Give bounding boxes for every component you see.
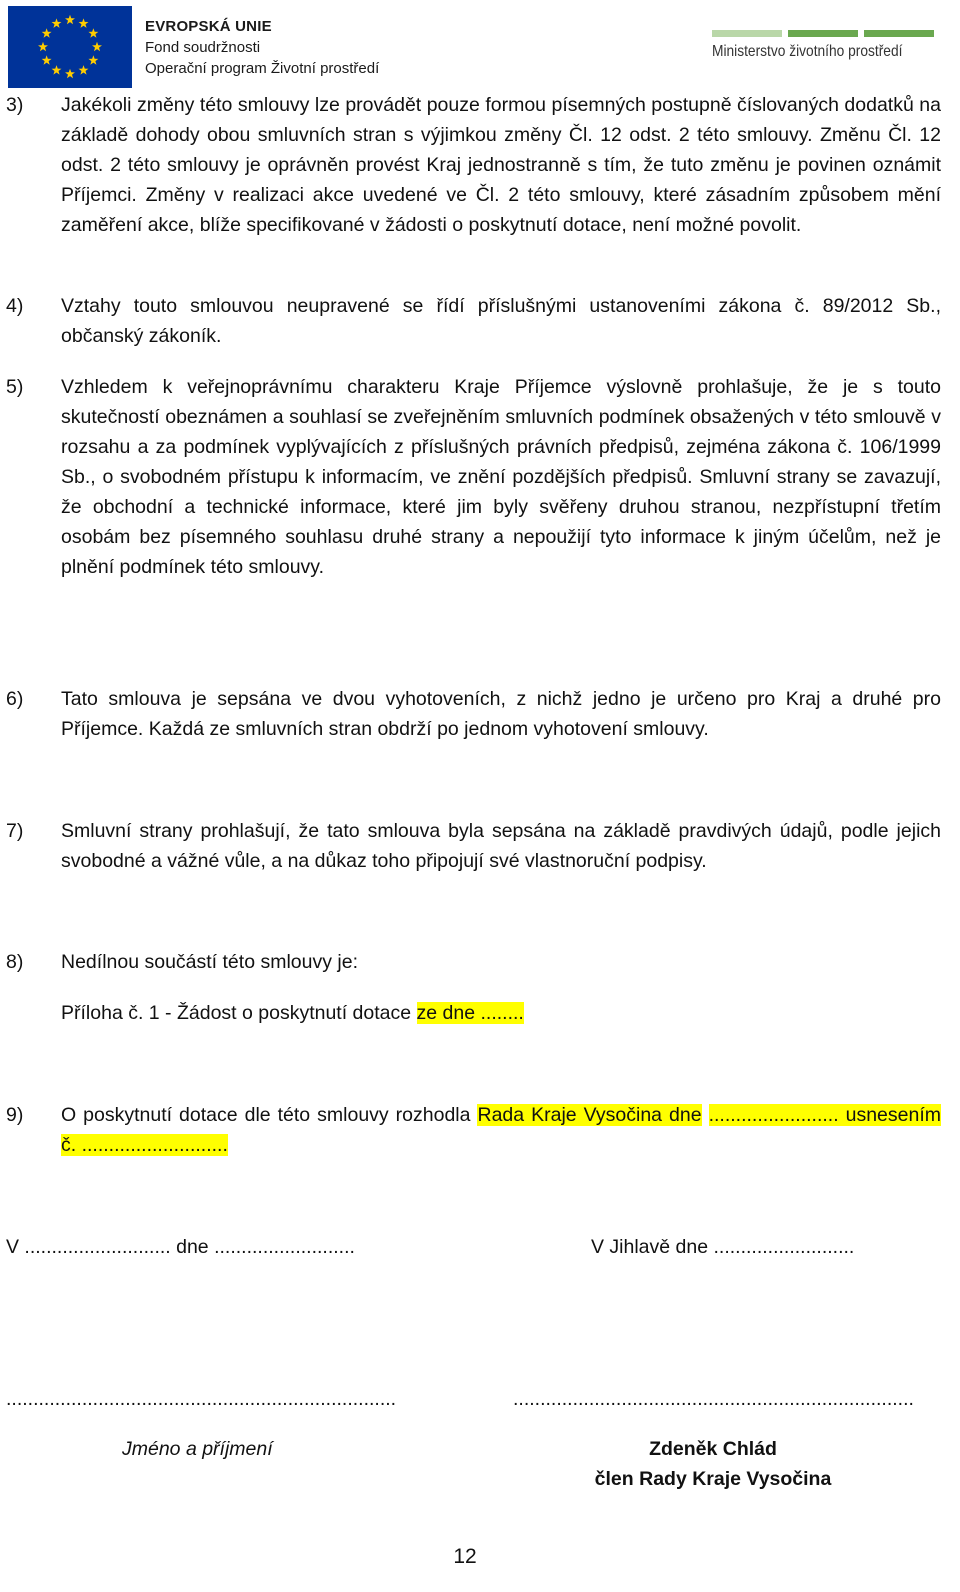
section-number: 4) <box>6 295 24 317</box>
attachment-line <box>61 998 524 1028</box>
page-number: 12 <box>453 1545 477 1568</box>
section-text: Tato smlouva je sepsána ve dvou vyhotoveních, z nichž jedno je určeno pro Kraj a druhé pro Příjemce. Každá ze smluvních stran obdrží po jednom vyhotovení smlouvy. <box>61 688 941 740</box>
ministry-bars-icon <box>712 30 934 37</box>
section-text: Jakékoli změny této smlouvy lze provádět pouze formou písemných postupně číslovaných dodatků na základě dohody obou smluvních stran s výjimkou změny Čl. 12 odst. 2 této smlouvy. Změnu Čl. 12 odst. 2 této smlouvy je oprávněn provést Kraj jednostranně s tím, že tuto změnu je povinen oznámit Příjemci. Změny v realizaci akce uvedené ve Čl. 2 této smlouvy, které zásadním způsobem mění zaměření akce, blíže specifikované v žádosti o poskytnutí dotace, není možné povolit. <box>61 94 941 236</box>
section-number: 5) <box>6 376 24 398</box>
section-5 <box>6 372 941 582</box>
section-text: Smluvní strany prohlašují, že tato smlouva byla sepsána na základě pravdivých údajů, podle jejich svobodné a vážné vůle, a na důkaz toho připojují své vlastnoruční podpisy. <box>61 820 941 872</box>
ministry-logo <box>712 30 934 70</box>
section-7 <box>6 816 941 876</box>
section-8 <box>6 947 941 977</box>
section-number: 7) <box>6 820 24 842</box>
section-number: 9) <box>6 1104 24 1126</box>
page-header <box>0 0 960 92</box>
section-text: Vztahy touto smlouvou neupravené se řídí příslušnými ustanoveními zákona č. 89/2012 Sb., občanský zákoník. <box>61 295 941 347</box>
right-signatory-role: člen Rady Kraje Vysočina <box>594 1468 832 1490</box>
right-signature-line: .......................................................................... <box>513 1388 914 1410</box>
eu-flag-icon <box>8 6 132 88</box>
section-text: Vzhledem k veřejnoprávnímu charakteru Kraje Příjemce výslovně prohlašuje, že je s touto skutečností obeznámen a souhlasí se zveřejněním smluvních podmínek obsažených v této smlouvě v rozsahu a za podmínek vyplývajících z příslušných právních předpisů, zejména zákona č. 106/1999 Sb., o svobodném přístupu k informacím, ve znění pozdějších předpisů. Smluvní strany se zavazují, že obchodní a technické informace, které jim byly svěřeny druhou stranou, nezpřístupní třetím osobám bez písemného souhlasu druhé strany a nepoužijí tyto informace k jiným účelům, než je plnění podmínek této smlouvy. <box>61 376 941 578</box>
ministry-name: Ministerstvo životního prostředí <box>712 43 903 60</box>
eu-line1: EVROPSKÁ UNIE <box>145 18 272 35</box>
section9-prefix: O poskytnutí dotace dle této smlouvy rozhodla <box>61 1104 478 1126</box>
section-number: 6) <box>6 688 24 710</box>
section-text <box>61 1100 941 1160</box>
section-number: 3) <box>6 94 24 116</box>
section9-highlight-council: Rada Kraje Vysočina dne <box>477 1104 702 1126</box>
section-number: 8) <box>6 951 24 973</box>
section-9 <box>6 1100 941 1160</box>
eu-line3: Operační program Životní prostředí <box>145 60 380 77</box>
attachment-text: Příloha č. 1 - Žádost o poskytnutí dotace <box>61 1002 417 1024</box>
right-place-date: V Jihlavě dne .......................... <box>591 1236 855 1258</box>
left-place-date: V ........................... dne .......................... <box>6 1236 355 1258</box>
left-signature-line: ........................................................................ <box>6 1388 397 1410</box>
section-4 <box>6 291 941 351</box>
section9-highlight-resolution: ........................ usnesením č. ........................... <box>61 1104 942 1156</box>
section-text: Nedílnou součástí této smlouvy je: <box>61 951 358 973</box>
section-6 <box>6 684 941 744</box>
attachment-date-highlight: ze dne ........ <box>416 1002 524 1024</box>
section-3 <box>6 90 941 240</box>
right-signatory-name: Zdeněk Chlád <box>649 1438 777 1460</box>
eu-line2: Fond soudržnosti <box>145 39 261 56</box>
eu-program-text <box>145 16 379 79</box>
left-signatory-name: Jméno a příjmení <box>122 1438 273 1460</box>
